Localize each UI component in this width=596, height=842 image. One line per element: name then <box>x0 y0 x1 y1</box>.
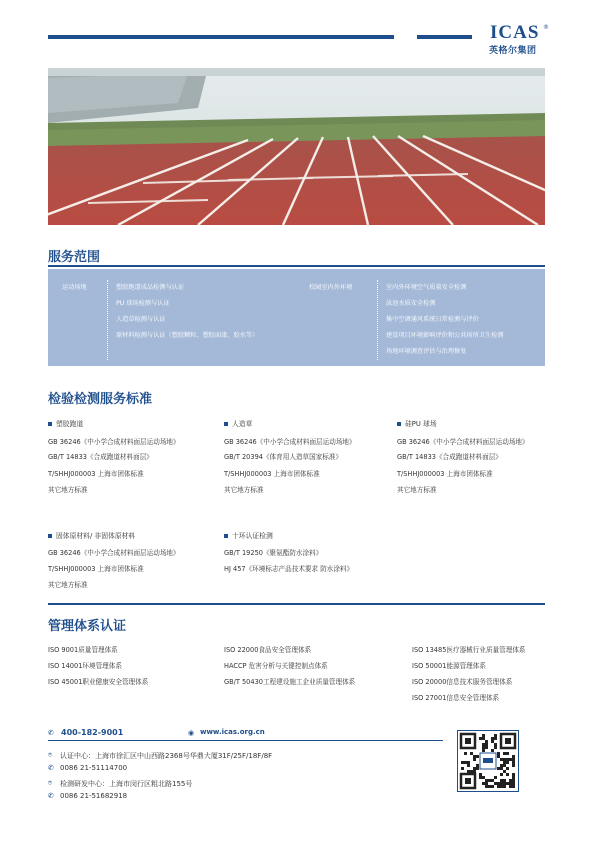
standard-line: GB/T 14833《合成跑道材料面层》 <box>48 453 153 461</box>
qr-module <box>470 752 473 755</box>
standard-line: T/SHHJ000003 上海市团体标准 <box>224 470 320 478</box>
qr-module <box>485 743 488 746</box>
qr-code[interactable] <box>457 730 519 792</box>
scope-label-sports: 运动场地 <box>62 284 87 291</box>
qr-module <box>479 773 482 776</box>
qr-module <box>512 773 515 776</box>
qr-module <box>512 764 515 767</box>
qr-module <box>503 764 506 767</box>
qr-module <box>497 755 500 758</box>
standard-group-head: 十环认证检测 <box>224 530 273 540</box>
phone-icon: ✆ <box>48 764 54 772</box>
scope-item: PU 球场检测与认证 <box>116 300 170 307</box>
qr-module <box>497 767 500 770</box>
qr-module <box>491 740 494 743</box>
bullet-square-icon <box>48 422 52 426</box>
standard-group-head: 固体原材料/ 非固体原材料 <box>48 530 135 540</box>
qr-module <box>512 779 515 782</box>
qr-module <box>509 779 512 782</box>
qr-module <box>512 776 515 779</box>
qr-module <box>482 734 485 737</box>
standard-group-head: 塑胶跑道 <box>48 418 83 428</box>
qr-module <box>503 770 506 773</box>
standard-group-head: 人造草 <box>224 418 252 428</box>
qr-module <box>512 758 515 761</box>
qr-module <box>506 773 509 776</box>
standard-group-head: 硅PU 球场 <box>397 418 437 428</box>
bullet-square-icon <box>48 534 52 538</box>
cert-center-phone: 0086 21-51114700 <box>60 764 128 772</box>
section-rule-mgmt <box>48 603 545 605</box>
qr-module <box>461 767 464 770</box>
qr-module <box>506 767 509 770</box>
phone-icon: ✆ <box>48 792 54 800</box>
standard-line: HJ 457《环境标志产品技术要求 防水涂料》 <box>224 565 354 573</box>
qr-module <box>473 767 476 770</box>
standard-line: GB 36246《中小学合成材料面层运动场地》 <box>397 438 529 446</box>
bullet-square-icon <box>397 422 401 426</box>
header-bar <box>48 35 394 39</box>
standard-line: T/SHHJ000003 上海市团体标准 <box>397 470 493 478</box>
mgmt-item: ISO 20000信息技术服务管理体系 <box>412 678 513 686</box>
scope-label-campus: 校园室内外环境 <box>309 284 353 291</box>
scope-divider-2 <box>377 280 378 360</box>
qr-module <box>512 782 515 785</box>
qr-module <box>482 749 485 752</box>
contact-phone[interactable]: 400-182-9001 <box>61 728 124 737</box>
qr-module <box>503 758 506 761</box>
standard-line: GB/T 20394《体育用人造草国家标准》 <box>224 453 343 461</box>
qr-module <box>485 746 488 749</box>
mgmt-item: ISO 9001质量管理体系 <box>48 646 118 654</box>
qr-module <box>503 782 506 785</box>
qr-module <box>464 752 467 755</box>
qr-module <box>500 764 503 767</box>
qr-module <box>485 779 488 782</box>
lab-center-phone: 0086 21-51682918 <box>60 792 128 800</box>
brand-name-en: ICAS <box>490 22 540 43</box>
standard-line: GB 36246《中小学合成材料面层运动场地》 <box>48 549 180 557</box>
scope-item: 集中空调通风系统日常检测与评价 <box>386 316 479 323</box>
qr-module <box>461 761 464 764</box>
qr-module <box>500 767 503 770</box>
section-rule-scope <box>48 265 545 267</box>
qr-module <box>500 782 503 785</box>
standard-line: 其它地方标准 <box>397 486 437 494</box>
cert-center-address: 认证中心：上海市徐汇区中山西路2368号华鼎大厦31F/25F/18F/8F <box>60 752 273 760</box>
qr-module <box>488 779 491 782</box>
qr-module <box>476 764 479 767</box>
qr-module <box>485 785 488 788</box>
qr-module <box>506 752 509 755</box>
brand-name-cn: 英格尔集团 <box>489 46 537 56</box>
contact-website[interactable]: www.icas.org.cn <box>200 728 265 736</box>
brand-logo <box>480 22 552 56</box>
contact-rule <box>48 740 443 741</box>
qr-module <box>470 770 473 773</box>
qr-module <box>506 782 509 785</box>
qr-module <box>500 773 503 776</box>
standard-line: 其它地方标准 <box>224 486 264 494</box>
qr-module <box>494 734 497 737</box>
qr-module <box>482 737 485 740</box>
scope-item: 室内外环境空气质量安全检测 <box>386 284 467 291</box>
lab-center-address: 检测研发中心：上海市闵行区粗北路155号 <box>60 780 193 788</box>
qr-module <box>494 737 497 740</box>
scope-item: 塑胶跑道成品检测与认证 <box>116 284 185 291</box>
mgmt-item: HACCP 危害分析与关键控制点体系 <box>224 662 328 670</box>
qr-module <box>503 785 506 788</box>
qr-module <box>473 755 476 758</box>
mgmt-item: GB/T 50430工程建设施工企业质量管理体系 <box>224 678 356 686</box>
mgmt-item: ISO 22000食品安全管理体系 <box>224 646 312 654</box>
qr-module <box>485 782 488 785</box>
qr-module <box>500 785 503 788</box>
globe-icon: ◉ <box>188 729 195 737</box>
standard-line: GB/T 19250《聚氨酯防水涂料》 <box>224 549 323 557</box>
qr-module <box>485 740 488 743</box>
qr-module <box>503 752 506 755</box>
qr-module <box>494 743 497 746</box>
qr-module <box>479 776 482 779</box>
qr-module <box>482 776 485 779</box>
qr-module <box>494 776 497 779</box>
bullet-square-icon <box>224 534 228 538</box>
qr-module <box>506 761 509 764</box>
qr-module <box>503 779 506 782</box>
qr-module <box>482 746 485 749</box>
standard-line: GB 36246《中小学合成材料面层运动场地》 <box>48 438 180 446</box>
qr-module <box>503 761 506 764</box>
standard-line: T/SHHJ000003 上海市团体标准 <box>48 470 144 478</box>
qr-module <box>476 767 479 770</box>
qr-module <box>473 770 476 773</box>
standard-line: 其它地方标准 <box>48 486 88 494</box>
qr-module <box>491 785 494 788</box>
qr-module <box>467 764 470 767</box>
qr-module <box>464 761 467 764</box>
qr-module <box>491 779 494 782</box>
qr-module <box>509 782 512 785</box>
standard-line: T/SHHJ000003 上海市团体标准 <box>48 565 144 573</box>
qr-module <box>509 758 512 761</box>
qr-module <box>494 782 497 785</box>
mgmt-item: ISO 50001能源管理体系 <box>412 662 486 670</box>
location-pin-icon: ⌾ <box>48 779 53 787</box>
standard-line: GB/T 14833《合成跑道材料面层》 <box>397 453 502 461</box>
mgmt-item: ISO 13485医疗器械行业质量管理体系 <box>412 646 526 654</box>
scope-item: 建设项目环境影响评价和公共场所卫生检测 <box>386 332 504 339</box>
phone-icon: ✆ <box>48 729 54 737</box>
brand-reg-mark: ® <box>543 24 549 31</box>
qr-module <box>467 770 470 773</box>
mgmt-item: ISO 14001环境管理体系 <box>48 662 122 670</box>
qr-module <box>512 761 515 764</box>
mgmt-item: ISO 45001职业健康安全管理体系 <box>48 678 149 686</box>
section-title-standards: 检验检测服务标准 <box>48 392 153 407</box>
scope-item: 人造草检测与认证 <box>116 316 166 323</box>
scope-item: 场地环境调查评估与治理修复 <box>386 348 467 355</box>
mgmt-item: ISO 27001信息安全管理体系 <box>412 694 500 702</box>
qr-module <box>491 737 494 740</box>
qr-module <box>497 785 500 788</box>
qr-module <box>473 758 476 761</box>
qr-module <box>506 758 509 761</box>
qr-module <box>497 752 500 755</box>
standard-line: GB 36246《中小学合成材料面层运动场地》 <box>224 438 356 446</box>
qr-module <box>512 785 515 788</box>
scope-divider-1 <box>107 280 108 360</box>
qr-module <box>476 755 479 758</box>
qr-module <box>500 758 503 761</box>
section-title-mgmt: 管理体系认证 <box>48 619 127 634</box>
header-bar-short <box>417 35 472 39</box>
qr-module <box>488 785 491 788</box>
qr-module <box>497 782 500 785</box>
qr-module <box>467 761 470 764</box>
hero-track-image <box>48 68 545 225</box>
location-pin-icon: ⌾ <box>48 751 53 759</box>
scope-item: 原材料检测与认证（塑胶颗粒、塑胶面漆、胶水等） <box>116 332 259 339</box>
bullet-square-icon <box>224 422 228 426</box>
qr-module <box>482 782 485 785</box>
qr-module <box>509 785 512 788</box>
qr-module <box>482 743 485 746</box>
qr-module <box>512 755 515 758</box>
qr-module <box>491 749 494 752</box>
qr-module <box>500 779 503 782</box>
scope-item: 泳池水质安全检测 <box>386 300 436 307</box>
qr-module <box>479 737 482 740</box>
qr-module <box>494 746 497 749</box>
section-title-scope: 服务范围 <box>48 250 101 265</box>
standard-line: 其它地方标准 <box>48 581 88 589</box>
